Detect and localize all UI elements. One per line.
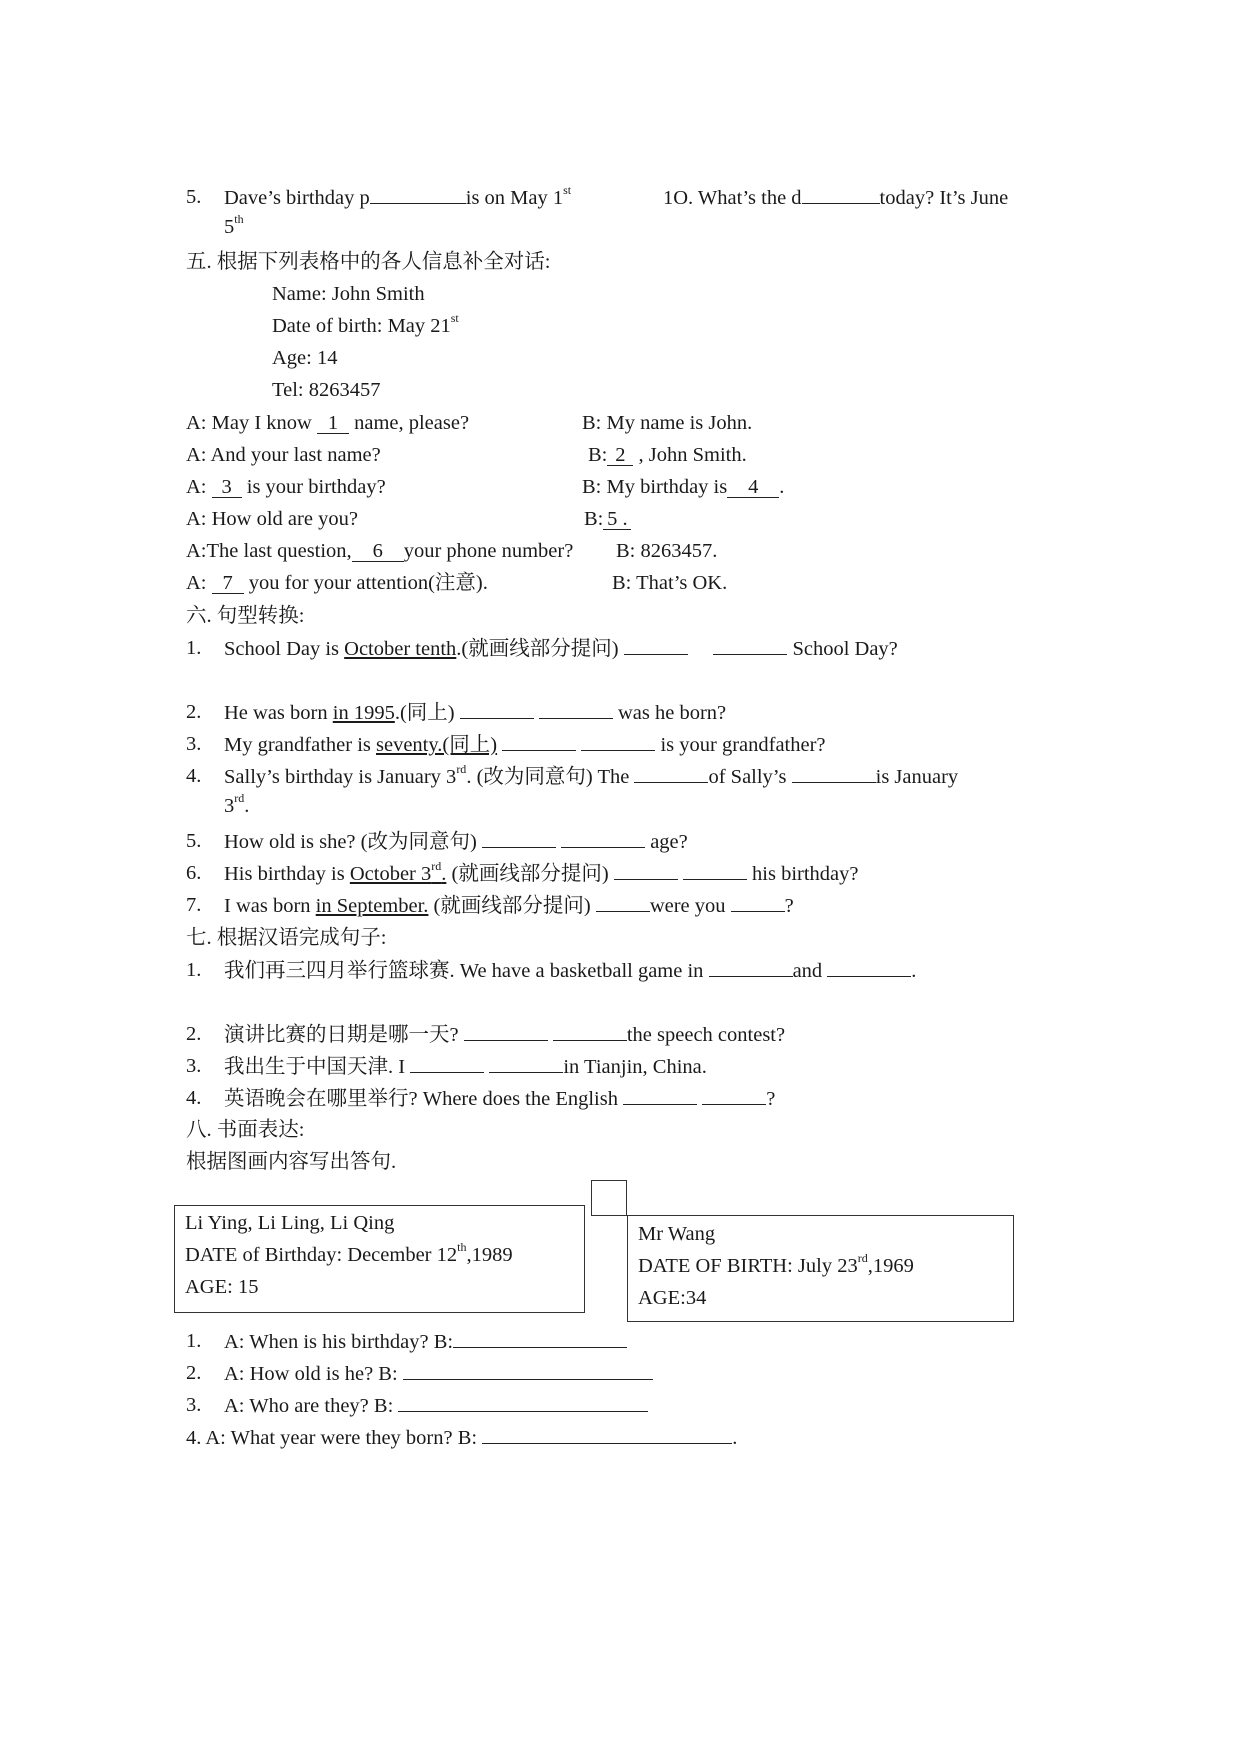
s8-q3-answer-blank[interactable] <box>398 1393 648 1412</box>
s6-q7-blank-2[interactable] <box>731 893 785 912</box>
s6-q4-mid: of Sally’s <box>708 766 792 788</box>
s6-q3-tail: is your grandfather? <box>660 734 826 756</box>
s6-q6-underlined <box>349 859 447 885</box>
s6-q6-underlined-dot: . <box>441 863 447 885</box>
s7-q3-pre: 我出生于中国天津. I <box>224 1056 411 1078</box>
s6-q1-underlined: October tenth <box>344 638 457 660</box>
dialog-5-a-post: your phone number? <box>403 540 574 562</box>
section-8-heading: 八. 书面表达: <box>186 1119 305 1141</box>
s6-q7-underlined: in September. <box>315 895 429 917</box>
s7-q3-number: 3. <box>186 1055 202 1077</box>
s8-q2-line <box>224 1361 653 1386</box>
card2-age: AGE:34 <box>638 1287 707 1309</box>
info-name: Name: John Smith <box>272 283 425 305</box>
s6-q2-blank-2[interactable] <box>539 700 613 719</box>
blank-1[interactable]: 1 <box>317 413 349 434</box>
s6-q2-post: .(同上) <box>394 702 455 724</box>
card-li-family <box>174 1205 585 1313</box>
s7-q3-blank-2[interactable] <box>489 1054 563 1073</box>
s6-q3-blank-2[interactable] <box>581 732 655 751</box>
info-age: Age: 14 <box>272 347 338 369</box>
dialog-5-a-pre: A:The last question, <box>186 540 352 562</box>
card1-birthday <box>185 1240 513 1267</box>
s6-q2-blank-1[interactable] <box>460 700 534 719</box>
s6-q5-tail: age? <box>650 831 688 853</box>
s8-q2-number: 2. <box>186 1362 202 1384</box>
dialog-5-a <box>186 539 573 563</box>
s6-q3-number: 3. <box>186 733 202 755</box>
s7-q4-blank-2[interactable] <box>702 1086 766 1105</box>
dialog-2-b-pre: B: <box>588 444 608 466</box>
s6-q6-number: 6. <box>186 862 202 884</box>
s7-q3-tail: in Tianjin, China. <box>563 1056 707 1078</box>
s6-q4-number: 4. <box>186 765 202 787</box>
dialog-3-a <box>186 475 386 499</box>
s6-q7-blank-1[interactable] <box>596 893 650 912</box>
s4-q5-sup: st <box>563 183 572 198</box>
s6-q6-blank-1[interactable] <box>614 861 678 880</box>
s8-q3-line <box>224 1393 648 1418</box>
blank-5[interactable]: 5 . <box>603 509 631 530</box>
dialog-3-b-post: . <box>779 476 785 498</box>
s6-q6-line <box>224 861 859 886</box>
s7-q4-pre: 英语晚会在哪里举行? Where does the English <box>224 1088 624 1110</box>
s8-q1-line <box>224 1329 627 1354</box>
s6-q4-blank-2[interactable] <box>792 764 876 783</box>
info-dob-text: Date of birth: May 21 <box>272 315 451 337</box>
s7-q2-line <box>224 1022 785 1047</box>
card2-birthday-year: ,1969 <box>867 1255 914 1277</box>
s4-q10-line <box>663 185 1008 210</box>
dialog-3-a-pre: A: <box>186 476 212 498</box>
card1-birthday-text: DATE of Birthday: December 12 <box>185 1244 458 1266</box>
dialog-3-b <box>582 475 784 499</box>
s6-q2-number: 2. <box>186 701 202 723</box>
dialog-4-a: A: How old are you? <box>186 508 358 530</box>
s8-q3-number: 3. <box>186 1394 202 1416</box>
s6-q4-post: . (改为同意句) The <box>466 766 635 788</box>
s6-q6-underlined-sup: rd <box>431 859 442 874</box>
dialog-2-b-post: , John Smith. <box>633 444 747 466</box>
s4-q5-blank[interactable] <box>370 185 466 204</box>
dialog-6-a-pre: A: <box>186 572 212 594</box>
dialog-1-a-post: name, please? <box>348 412 470 434</box>
s6-q3-blank-1[interactable] <box>502 732 576 751</box>
s4-q5-post: is on May 1 <box>465 187 564 209</box>
s6-q2-underlined: in 1995 <box>332 702 395 724</box>
s6-q1-blank-1[interactable] <box>624 636 688 655</box>
s4-q10-cont-text: 5 <box>224 216 235 238</box>
s7-q4-line <box>224 1086 775 1111</box>
s7-q1-tail: . <box>911 960 917 982</box>
s7-q1-mid: and <box>792 960 828 982</box>
s7-q4-number: 4. <box>186 1087 202 1109</box>
dialog-3-b-pre: B: My birthday is <box>582 476 728 498</box>
s7-q2-blank-2[interactable] <box>553 1022 627 1041</box>
s6-q1-number: 1. <box>186 637 202 659</box>
s6-q4-tail: is January <box>875 766 959 788</box>
card1-birthday-sup: th <box>457 1240 467 1255</box>
s4-q10-blank[interactable] <box>802 185 880 204</box>
s4-q5-number: 5. <box>186 186 202 208</box>
dialog-6-b: B: That’s OK. <box>612 572 728 594</box>
s6-q4-sup: rd <box>456 762 467 777</box>
section-8-instruction: 根据图画内容写出答句. <box>186 1151 397 1173</box>
dialog-6-a <box>186 571 488 595</box>
s6-q6-underlined-text: October 3 <box>349 863 432 885</box>
s6-q7-tail: ? <box>784 895 794 917</box>
s6-q4-pre: Sally’s birthday is January 3 <box>224 766 457 788</box>
s6-q6-blank-2[interactable] <box>683 861 747 880</box>
dialog-1-a-pre: A: May I know <box>186 412 317 434</box>
card1-age: AGE: 15 <box>185 1276 259 1298</box>
s6-q7-pre: I was born <box>224 895 316 917</box>
blank-3[interactable]: 3 <box>212 477 242 498</box>
s6-q3-underlined: seventy.(同上) <box>376 734 498 756</box>
s6-q4-blank-1[interactable] <box>634 764 708 783</box>
s8-q4-text: 4. A: What year were they born? B: <box>186 1427 483 1449</box>
blank-7[interactable]: 7 <box>212 573 244 594</box>
s6-q4-cont-sup: rd <box>234 791 245 806</box>
s6-q7-number: 7. <box>186 894 202 916</box>
s4-q10-cont-sup: th <box>234 212 244 227</box>
s7-q2-blank-1[interactable] <box>464 1022 548 1041</box>
section-6-heading: 六. 句型转换: <box>186 605 305 627</box>
s7-q4-blank-1[interactable] <box>623 1086 697 1105</box>
s8-q4-line <box>186 1425 737 1450</box>
s6-q5-pre: How old is she? (改为同意句) <box>224 831 482 853</box>
dialog-2-a: A: And your last name? <box>186 444 381 466</box>
s7-q3-line <box>224 1054 707 1079</box>
card2-birthday-text: DATE OF BIRTH: July 23 <box>638 1255 858 1277</box>
dialog-6-a-post: you for your attention(注意). <box>243 572 488 594</box>
dialog-2-b <box>588 443 747 467</box>
s6-q4-continuation <box>224 791 250 818</box>
s6-q7-mid: were you <box>649 895 731 917</box>
s6-q3-line <box>224 732 826 757</box>
blank-2[interactable]: 2 <box>607 445 633 466</box>
s6-q2-pre: He was born <box>224 702 333 724</box>
s6-q7-post: (就画线部分提问) <box>428 895 596 917</box>
s6-q3-pre: My grandfather is <box>224 734 376 756</box>
s6-q6-tail: his birthday? <box>752 863 859 885</box>
card2-birthday <box>638 1251 914 1278</box>
s7-q4-tail: ? <box>766 1088 776 1110</box>
s4-q10-continuation <box>224 212 244 239</box>
info-dob <box>272 311 459 338</box>
section-5-heading: 五. 根据下列表格中的各人信息补全对话: <box>186 251 551 273</box>
s6-q4-line <box>224 764 958 789</box>
s6-q1-blank-2[interactable] <box>713 636 787 655</box>
info-dob-sup: st <box>450 311 459 326</box>
dialog-3-a-post: is your birthday? <box>241 476 386 498</box>
s8-q1-number: 1. <box>186 1330 202 1352</box>
blank-6[interactable]: 6 <box>352 541 404 562</box>
s8-q4-tail: . <box>732 1427 738 1449</box>
s4-q10-post: today? It’s June <box>879 187 1009 209</box>
s7-q1-pre: 我们再三四月举行篮球赛. We have a basketball game in <box>224 960 709 982</box>
s6-q7-line <box>224 893 794 918</box>
s4-q5-pre: Dave’s birthday p <box>224 187 370 209</box>
s8-q2-text: A: How old is he? B: <box>224 1363 403 1385</box>
s8-q1-text: A: When is his birthday? B: <box>224 1331 454 1353</box>
s7-q3-blank-1[interactable] <box>410 1054 484 1073</box>
dialog-5-b: B: 8263457. <box>616 540 718 562</box>
s6-q5-blank-2[interactable] <box>561 829 645 848</box>
blank-4[interactable]: 4 <box>727 477 779 498</box>
s8-q4-answer-blank[interactable] <box>482 1425 732 1444</box>
s6-q4-cont-post: . <box>244 795 250 817</box>
s6-q1-line <box>224 636 898 661</box>
s6-q6-pre: His birthday is <box>224 863 350 885</box>
small-square-box <box>591 1180 627 1216</box>
dialog-4-b <box>584 507 631 531</box>
s4-q5-line <box>224 185 571 210</box>
s7-q2-pre: 演讲比赛的日期是哪一天? <box>224 1024 464 1046</box>
s7-q1-blank-1[interactable] <box>709 958 793 977</box>
s7-q1-line <box>224 958 916 983</box>
s6-q1-post: .(就画线部分提问) <box>456 638 619 660</box>
s7-q1-number: 1. <box>186 959 202 981</box>
card1-names: Li Ying, Li Ling, Li Qing <box>185 1212 395 1234</box>
card1-birthday-year: ,1989 <box>466 1244 513 1266</box>
s8-q2-answer-blank[interactable] <box>403 1361 653 1380</box>
dialog-4-b-pre: B: <box>584 508 604 530</box>
card-mr-wang <box>627 1215 1014 1322</box>
s6-q1-pre: School Day is <box>224 638 345 660</box>
dialog-1-a <box>186 411 469 435</box>
s4-q10-pre: 1O. What’s the d <box>663 187 802 209</box>
s6-q6-post: (就画线部分提问) <box>446 863 614 885</box>
s6-q4-cont-text: 3 <box>224 795 235 817</box>
s6-q5-line <box>224 829 688 854</box>
s7-q2-number: 2. <box>186 1023 202 1045</box>
s8-q3-text: A: Who are they? B: <box>224 1395 399 1417</box>
s6-q5-number: 5. <box>186 830 202 852</box>
section-7-heading: 七. 根据汉语完成句子: <box>186 927 387 949</box>
card2-name: Mr Wang <box>638 1223 716 1245</box>
s8-q1-answer-blank[interactable] <box>453 1329 627 1348</box>
s7-q2-tail: the speech contest? <box>626 1024 786 1046</box>
s6-q2-tail: was he born? <box>617 702 727 724</box>
info-tel: Tel: 8263457 <box>272 379 381 401</box>
dialog-1-b: B: My name is John. <box>582 412 753 434</box>
s6-q2-line <box>224 700 726 725</box>
s6-q1-tail: School Day? <box>792 638 898 660</box>
s7-q1-blank-2[interactable] <box>827 958 911 977</box>
s6-q5-blank-1[interactable] <box>482 829 556 848</box>
card2-birthday-sup: rd <box>857 1251 868 1266</box>
